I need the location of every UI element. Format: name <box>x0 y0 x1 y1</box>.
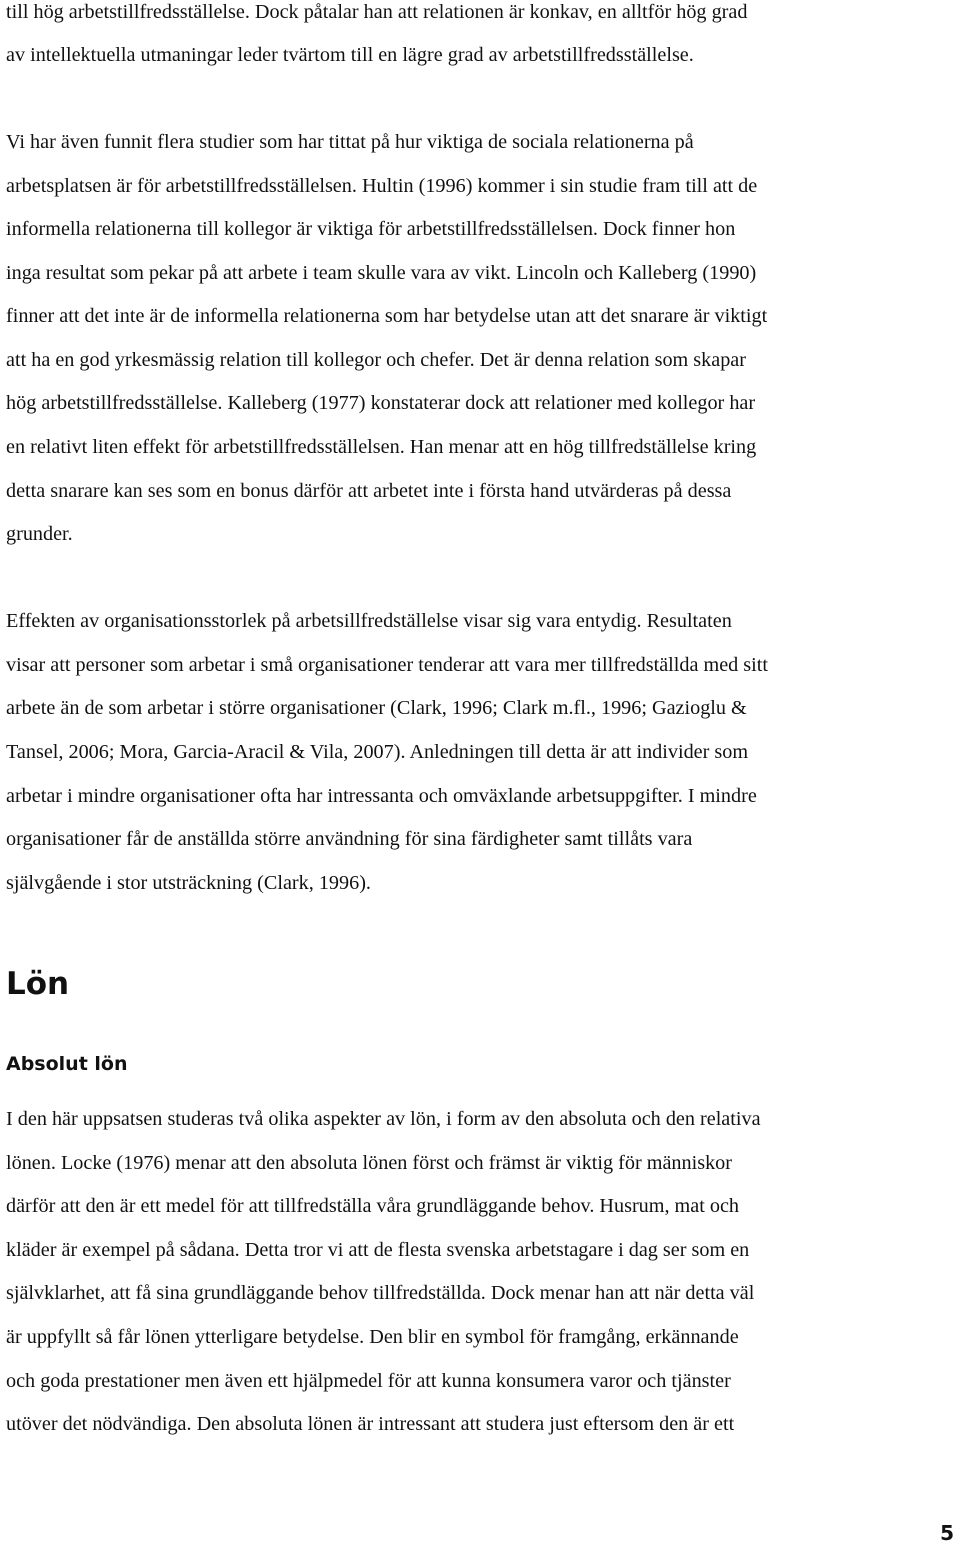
paragraph-2-line: grunder. <box>6 523 73 545</box>
paragraph-2-line: Vi har även funnit flera studier som har tittat på hur viktiga de sociala relationerna på <box>6 131 694 153</box>
paragraph-4-line: utöver det nödvändiga. Den absoluta lönen är intressant att studera just eftersom den är ett <box>6 1413 735 1435</box>
subsection-heading-absolut-lon: Absolut lön <box>6 1053 128 1075</box>
paragraph-2-line: finner att det inte är de informella relationerna som har betydelse utan att det snarare är viktigt <box>6 305 768 327</box>
paragraph-3-line: organisationer får de anställda större användning för sina färdigheter samt tillåts vara <box>6 828 693 850</box>
paragraph-2-line: detta snarare kan ses som en bonus därför att arbetet inte i första hand utvärderas på dessa <box>6 480 732 502</box>
paragraph-3-line: arbete än de som arbetar i större organisationer (Clark, 1996; Clark m.fl., 1996; Gazioglu & <box>6 697 747 719</box>
page-number: 5 <box>940 1521 954 1545</box>
paragraph-2-line: arbetsplatsen är för arbetstillfredsställelsen. Hultin (1996) kommer i sin studie fram till att de <box>6 175 758 197</box>
paragraph-4-line: kläder är exempel på sådana. Detta tror vi att de flesta svenska arbetstagare i dag ser som en <box>6 1239 750 1261</box>
paragraph-2-line: en relativt liten effekt för arbetstillfredsställelsen. Han menar att en hög tillfredställelse kring <box>6 436 757 458</box>
paragraph-1-line: av intellektuella utmaningar leder tvärtom till en lägre grad av arbetstillfredsställelse. <box>6 44 694 66</box>
paragraph-4-line: och goda prestationer men även ett hjälpmedel för att kunna konsumera varor och tjänster <box>6 1370 731 1392</box>
paragraph-2-line: inga resultat som pekar på att arbete i team skulle vara av vikt. Lincoln och Kalleberg (1990) <box>6 262 757 284</box>
paragraph-2-line: informella relationerna till kollegor är viktiga för arbetstillfredsställelsen. Dock finner hon <box>6 218 736 240</box>
section-heading-lon: Lön <box>6 966 70 1002</box>
paragraph-3-line: Tansel, 2006; Mora, Garcia-Aracil & Vila, 2007). Anledningen till detta är att individer som <box>6 741 749 763</box>
paragraph-4-line: lönen. Locke (1976) menar att den absoluta lönen först och främst är viktig för människor <box>6 1152 732 1174</box>
paragraph-4-line: därför att den är ett medel för att tillfredställa våra grundläggande behov. Husrum, mat och <box>6 1195 740 1217</box>
paragraph-4-line: självklarhet, att få sina grundläggande behov tillfredställda. Dock menar han att när detta väl <box>6 1282 755 1304</box>
paragraph-3-line: självgående i stor utsträckning (Clark, 1996). <box>6 872 371 894</box>
paragraph-2-line: att ha en god yrkesmässig relation till kollegor och chefer. Det är denna relation som skapar <box>6 349 746 371</box>
paragraph-3-line: Effekten av organisationsstorlek på arbetsillfredställelse visar sig vara entydig. Resultaten <box>6 610 732 632</box>
paragraph-1-line: till hög arbetstillfredsställelse. Dock påtalar han att relationen är konkav, en alltför hög grad <box>6 1 748 23</box>
paragraph-4-line: är uppfyllt så får lönen ytterligare betydelse. Den blir en symbol för framgång, erkännande <box>6 1326 739 1348</box>
paragraph-4-line: I den här uppsatsen studeras två olika aspekter av lön, i form av den absoluta och den relativa <box>6 1108 761 1130</box>
paragraph-3-line: arbetar i mindre organisationer ofta har intressanta och omväxlande arbetsuppgifter. I mindre <box>6 785 757 807</box>
paragraph-3-line: visar att personer som arbetar i små organisationer tenderar att vara mer tillfredställda med sitt <box>6 654 768 676</box>
paragraph-2-line: hög arbetstillfredsställelse. Kalleberg (1977) konstaterar dock att relationer med kollegor har <box>6 392 756 414</box>
